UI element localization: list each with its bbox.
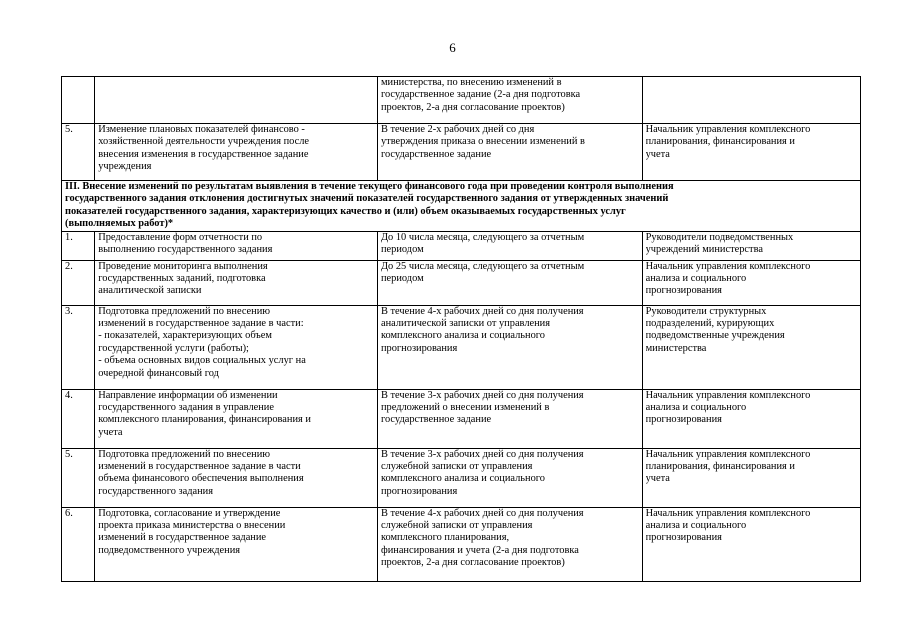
row-number-cell: 4. — [62, 389, 95, 448]
responsible-cell-line: подразделений, курирующих — [645, 318, 775, 330]
table-row — [62, 389, 861, 448]
responsible-cell-line: Начальник управления комплексного — [645, 260, 811, 272]
deadline-cell-line: В течение 4-х рабочих дней со дня получения — [380, 507, 584, 519]
responsible-cell — [642, 231, 860, 260]
deadline-cell-line: аналитической записки от управления — [380, 318, 551, 330]
deadline-cell-line: финансирования и учета (2-а дня подготовка — [380, 544, 579, 556]
deadline-cell-line: служебной записки от управления — [380, 520, 533, 532]
row-number-cell: 5. — [62, 124, 95, 181]
action-cell-line: Изменение плановых показателей финансово - — [98, 124, 305, 135]
action-cell-line: государственных заданий, подготовка — [98, 273, 266, 285]
action-cell-line: Предоставление форм отчетности по — [98, 231, 263, 243]
deadline-cell — [377, 389, 642, 448]
responsible-cell — [642, 77, 860, 124]
action-cell-line: государственного задания в управление — [98, 402, 274, 414]
action-cell-line: очередной финансовый год — [98, 367, 219, 379]
action-cell-line: Подготовка предложений по внесению — [98, 305, 271, 317]
section-title-line: показателей государственного задания, характеризующих качество и (или) объем оказываемых государственных услуг — [65, 205, 626, 217]
table-row — [62, 507, 861, 581]
deadline-cell-line: прогнозирования — [380, 485, 458, 497]
deadline-cell — [377, 448, 642, 507]
deadline-cell-line: периодом — [380, 273, 424, 285]
deadline-cell — [377, 231, 642, 260]
action-cell-line: подведомственного учреждения — [98, 544, 241, 556]
action-cell-line: Направление информации об изменении — [98, 389, 278, 401]
action-cell-line: изменений в государственное задание в части: — [98, 318, 304, 330]
responsible-cell-line: Начальник управления комплексного — [645, 389, 811, 401]
responsible-cell-line: Руководители структурных — [645, 305, 767, 317]
deadline-cell-line: В течение 2-х рабочих дней со дня — [380, 124, 535, 135]
action-cell-line: - объема основных видов социальных услуг на — [98, 355, 306, 367]
table-row — [62, 260, 861, 305]
action-cell-line: проекта приказа министерства о внесении — [98, 520, 286, 532]
action-cell — [95, 507, 378, 581]
responsible-cell-line: Начальник управления комплексного — [645, 124, 811, 135]
deadline-cell — [377, 305, 642, 389]
responsible-cell-line: анализа и социального — [645, 520, 747, 532]
action-cell-line: учета — [98, 426, 123, 438]
responsible-cell-line: прогнозирования — [645, 285, 722, 297]
action-cell — [95, 124, 378, 181]
action-cell-line: комплексного планирования, финансирования и — [98, 414, 311, 426]
deadline-cell-line: В течение 3-х рабочих дней со дня получения — [380, 389, 584, 401]
deadline-cell-line: периодом — [380, 244, 424, 256]
page-number: 6 — [449, 40, 456, 55]
deadline-cell-line: проектов, 2-а дня согласование проектов) — [380, 557, 565, 569]
deadline-cell-line: До 10 числа месяца, следующего за отчетным — [380, 231, 585, 243]
deadline-cell-line: утверждения приказа о внесении изменений в — [380, 136, 585, 148]
responsible-cell-line: анализа и социального — [645, 402, 747, 414]
table-row — [62, 124, 861, 181]
deadline-cell-line: служебной записки от управления — [380, 461, 533, 473]
action-cell-line: хозяйственной деятельности учреждения после — [98, 136, 310, 148]
deadline-cell-line: В течение 4-х рабочих дней со дня получения — [380, 305, 584, 317]
deadline-cell — [377, 507, 642, 581]
action-cell-line: изменений в государственное задание в части — [98, 461, 301, 473]
action-cell-line: внесения изменения в государственное задание — [98, 148, 309, 160]
deadline-cell-line: До 25 числа месяца, следующего за отчетным — [380, 260, 585, 272]
row-number-cell — [62, 77, 95, 124]
section-header-row — [62, 181, 861, 232]
responsible-cell-line: планирования, финансирования и — [645, 461, 795, 473]
responsible-cell — [642, 448, 860, 507]
row-number-cell: 5. — [62, 448, 95, 507]
deadline-cell-line: комплексного анализа и социального — [380, 473, 545, 485]
action-cell — [95, 231, 378, 260]
responsible-cell-line: прогнозирования — [645, 532, 722, 544]
section-title-line: государственного задания отклонения достигнутых значений показателей государственного задания от утвержденных значений — [65, 193, 669, 205]
action-cell-line: Проведение мониторинга выполнения — [98, 260, 268, 272]
responsible-cell-line: учреждений министерства — [645, 244, 763, 256]
action-cell — [95, 260, 378, 305]
action-cell-line: Подготовка, согласование и утверждение — [98, 507, 281, 519]
responsible-cell-line: планирования, финансирования и — [645, 136, 795, 148]
deadline-cell-line: государственное задание — [380, 148, 492, 160]
responsible-cell — [642, 260, 860, 305]
deadline-cell-line: проектов, 2-а дня согласование проектов) — [380, 101, 565, 113]
responsible-cell-line: учета — [645, 473, 670, 485]
action-cell — [95, 448, 378, 507]
section-title-line: (выполняемых работ)* — [65, 218, 174, 230]
responsible-cell-line: подведомственные учреждения — [645, 330, 785, 342]
action-cell-line: изменений в государственное задание — [98, 532, 267, 544]
section-title-line: III. Внесение изменений по результатам выявления в течение текущего финансового года при проведении контроля выполнения — [65, 181, 674, 192]
table-row — [62, 77, 861, 124]
responsible-cell-line: Руководители подведомственных — [645, 231, 794, 243]
action-cell-line: выполнению государственного задания — [98, 244, 273, 256]
table-row — [62, 305, 861, 389]
deadline-cell — [377, 124, 642, 181]
deadline-cell-line: государственное задание (2-а дня подготовка — [380, 89, 581, 101]
procedure-table — [61, 76, 861, 582]
deadline-cell-line: государственное задание — [380, 414, 492, 426]
deadline-cell-line: предложений о внесении изменений в — [380, 402, 550, 414]
action-cell-line: государственного задания — [98, 485, 214, 497]
row-number-cell: 6. — [62, 507, 95, 581]
deadline-cell-line: комплексного планирования, — [380, 532, 510, 544]
action-cell-line: - показателей, характеризующих объем — [98, 330, 272, 342]
action-cell-line: учреждения — [98, 161, 152, 173]
row-number-cell: 1. — [62, 231, 95, 260]
action-cell — [95, 77, 378, 124]
deadline-cell-line: В течение 3-х рабочих дней со дня получения — [380, 448, 584, 460]
action-cell-line: Подготовка предложений по внесению — [98, 448, 271, 460]
responsible-cell — [642, 389, 860, 448]
responsible-cell-line: министерства — [645, 342, 707, 354]
responsible-cell-line: прогнозирования — [645, 414, 722, 426]
row-number-cell: 3. — [62, 305, 95, 389]
deadline-cell — [377, 77, 642, 124]
table-row — [62, 448, 861, 507]
action-cell-line: аналитической записки — [98, 285, 202, 297]
responsible-cell — [642, 124, 860, 181]
deadline-cell-line: комплексного анализа и социального — [380, 330, 545, 342]
responsible-cell-line: анализа и социального — [645, 273, 747, 285]
procedure-table-body — [62, 77, 861, 582]
responsible-cell-line: учета — [645, 148, 670, 160]
responsible-cell-line: Начальник управления комплексного — [645, 448, 811, 460]
action-cell — [95, 389, 378, 448]
action-cell — [95, 305, 378, 389]
action-cell-line: государственной услуги (работы); — [98, 342, 249, 354]
responsible-cell-line: Начальник управления комплексного — [645, 507, 811, 519]
section-title — [62, 181, 861, 232]
deadline-cell-line: министерства, по внесению изменений в — [380, 77, 562, 88]
responsible-cell — [642, 305, 860, 389]
deadline-cell — [377, 260, 642, 305]
action-cell-line: объема финансового обеспечения выполнения — [98, 473, 304, 485]
deadline-cell-line: прогнозирования — [380, 342, 458, 354]
table-row — [62, 231, 861, 260]
responsible-cell — [642, 507, 860, 581]
row-number-cell: 2. — [62, 260, 95, 305]
